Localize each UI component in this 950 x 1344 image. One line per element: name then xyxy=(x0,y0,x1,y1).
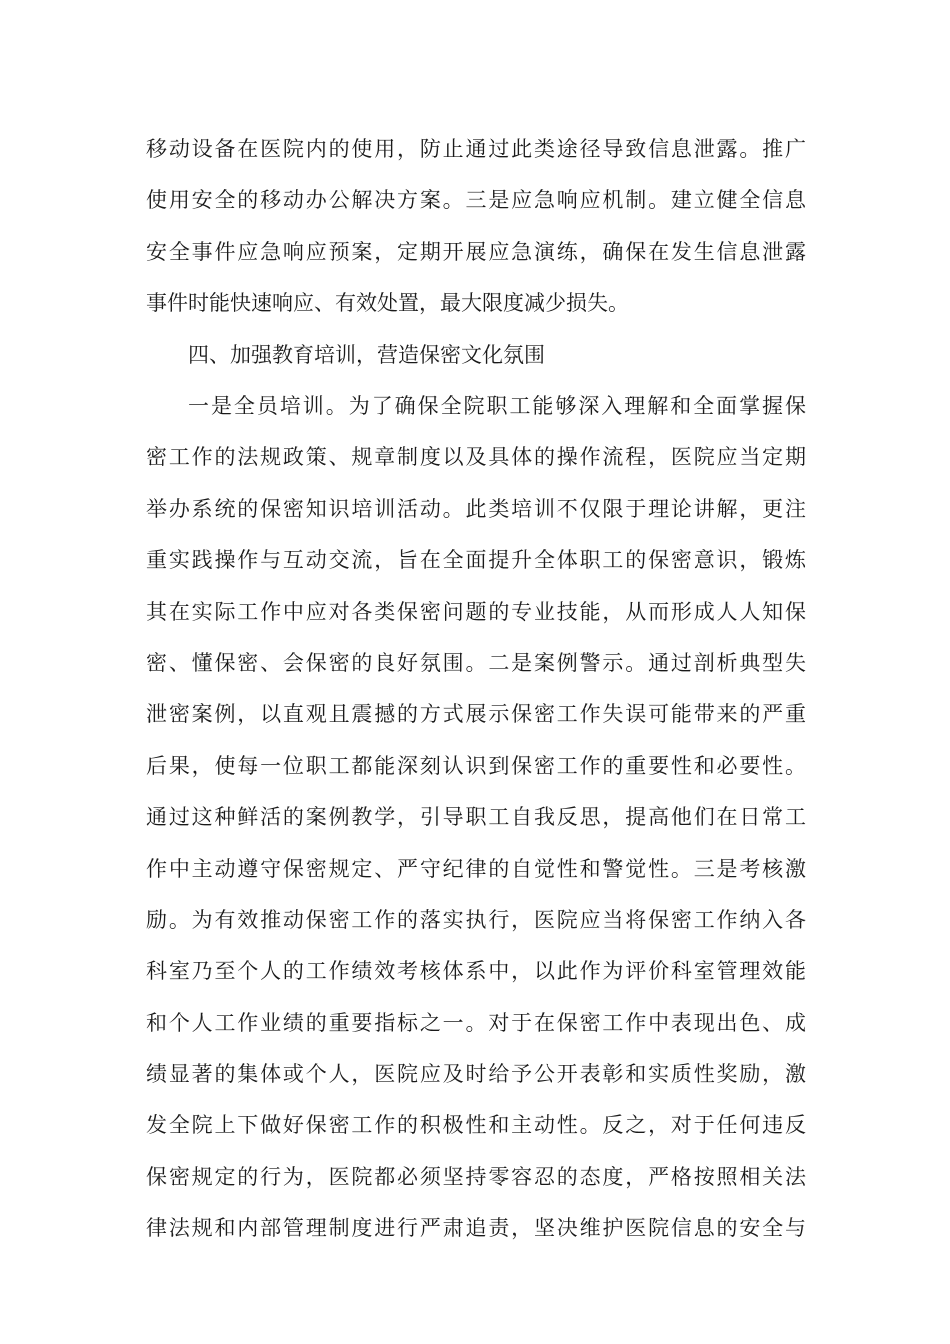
text-line: 励。为有效推动保密工作的落实执行，医院应当将保密工作纳入各 xyxy=(146,907,806,932)
text-line: 安全事件应急响应预案，定期开展应急演练，确保在发生信息泄露 xyxy=(146,239,806,264)
text-line: 律法规和内部管理制度进行严肃追责，坚决维护医院信息的安全与 xyxy=(146,1216,806,1241)
text-line: 和个人工作业绩的重要指标之一。对于在保密工作中表现出色、成 xyxy=(146,1010,806,1035)
text-line: 举办系统的保密知识培训活动。此类培训不仅限于理论讲解，更注 xyxy=(146,496,806,521)
text-line: 发全院上下做好保密工作的积极性和主动性。反之，对于任何违反 xyxy=(146,1113,806,1138)
text-line: 泄密案例，以直观且震撼的方式展示保密工作失误可能带来的严重 xyxy=(146,702,806,727)
text-line: 通过这种鲜活的案例教学，引导职工自我反思，提高他们在日常工 xyxy=(146,805,806,830)
text-line: 保密规定的行为，医院都必须坚持零容忍的态度，严格按照相关法 xyxy=(146,1164,806,1189)
text-line: 密工作的法规政策、规章制度以及具体的操作流程，医院应当定期 xyxy=(146,445,806,470)
text-line: 事件时能快速响应、有效处置，最大限度减少损失。 xyxy=(146,291,629,316)
text-line: 重实践操作与互动交流，旨在全面提升全体职工的保密意识，锻炼 xyxy=(146,548,806,573)
section-heading-block xyxy=(146,330,806,381)
paragraph-continued xyxy=(146,124,806,330)
text-line: 使用安全的移动办公解决方案。三是应急响应机制。建立健全信息 xyxy=(146,188,806,213)
text-line: 一是全员培训。为了确保全院职工能够深入理解和全面掌握保 xyxy=(188,394,806,418)
text-line: 科室乃至个人的工作绩效考核体系中，以此作为评价科室管理效能 xyxy=(146,959,806,984)
paragraph-main xyxy=(146,381,806,1255)
section-heading: 四、加强教育培训，营造保密文化氛围 xyxy=(188,342,545,367)
text-line: 绩显著的集体或个人，医院应及时给予公开表彰和实质性奖励，激 xyxy=(146,1062,806,1087)
text-line: 其在实际工作中应对各类保密问题的专业技能，从而形成人人知保 xyxy=(146,599,806,624)
text-line: 密、懂保密、会保密的良好氛围。二是案例警示。通过剖析典型失 xyxy=(146,650,806,675)
text-line: 作中主动遵守保密规定、严守纪律的自觉性和警觉性。三是考核激 xyxy=(146,856,806,881)
text-line: 后果，使每一位职工都能深刻认识到保密工作的重要性和必要性。 xyxy=(146,753,806,778)
text-line: 移动设备在医院内的使用，防止通过此类途径导致信息泄露。推广 xyxy=(146,137,806,161)
